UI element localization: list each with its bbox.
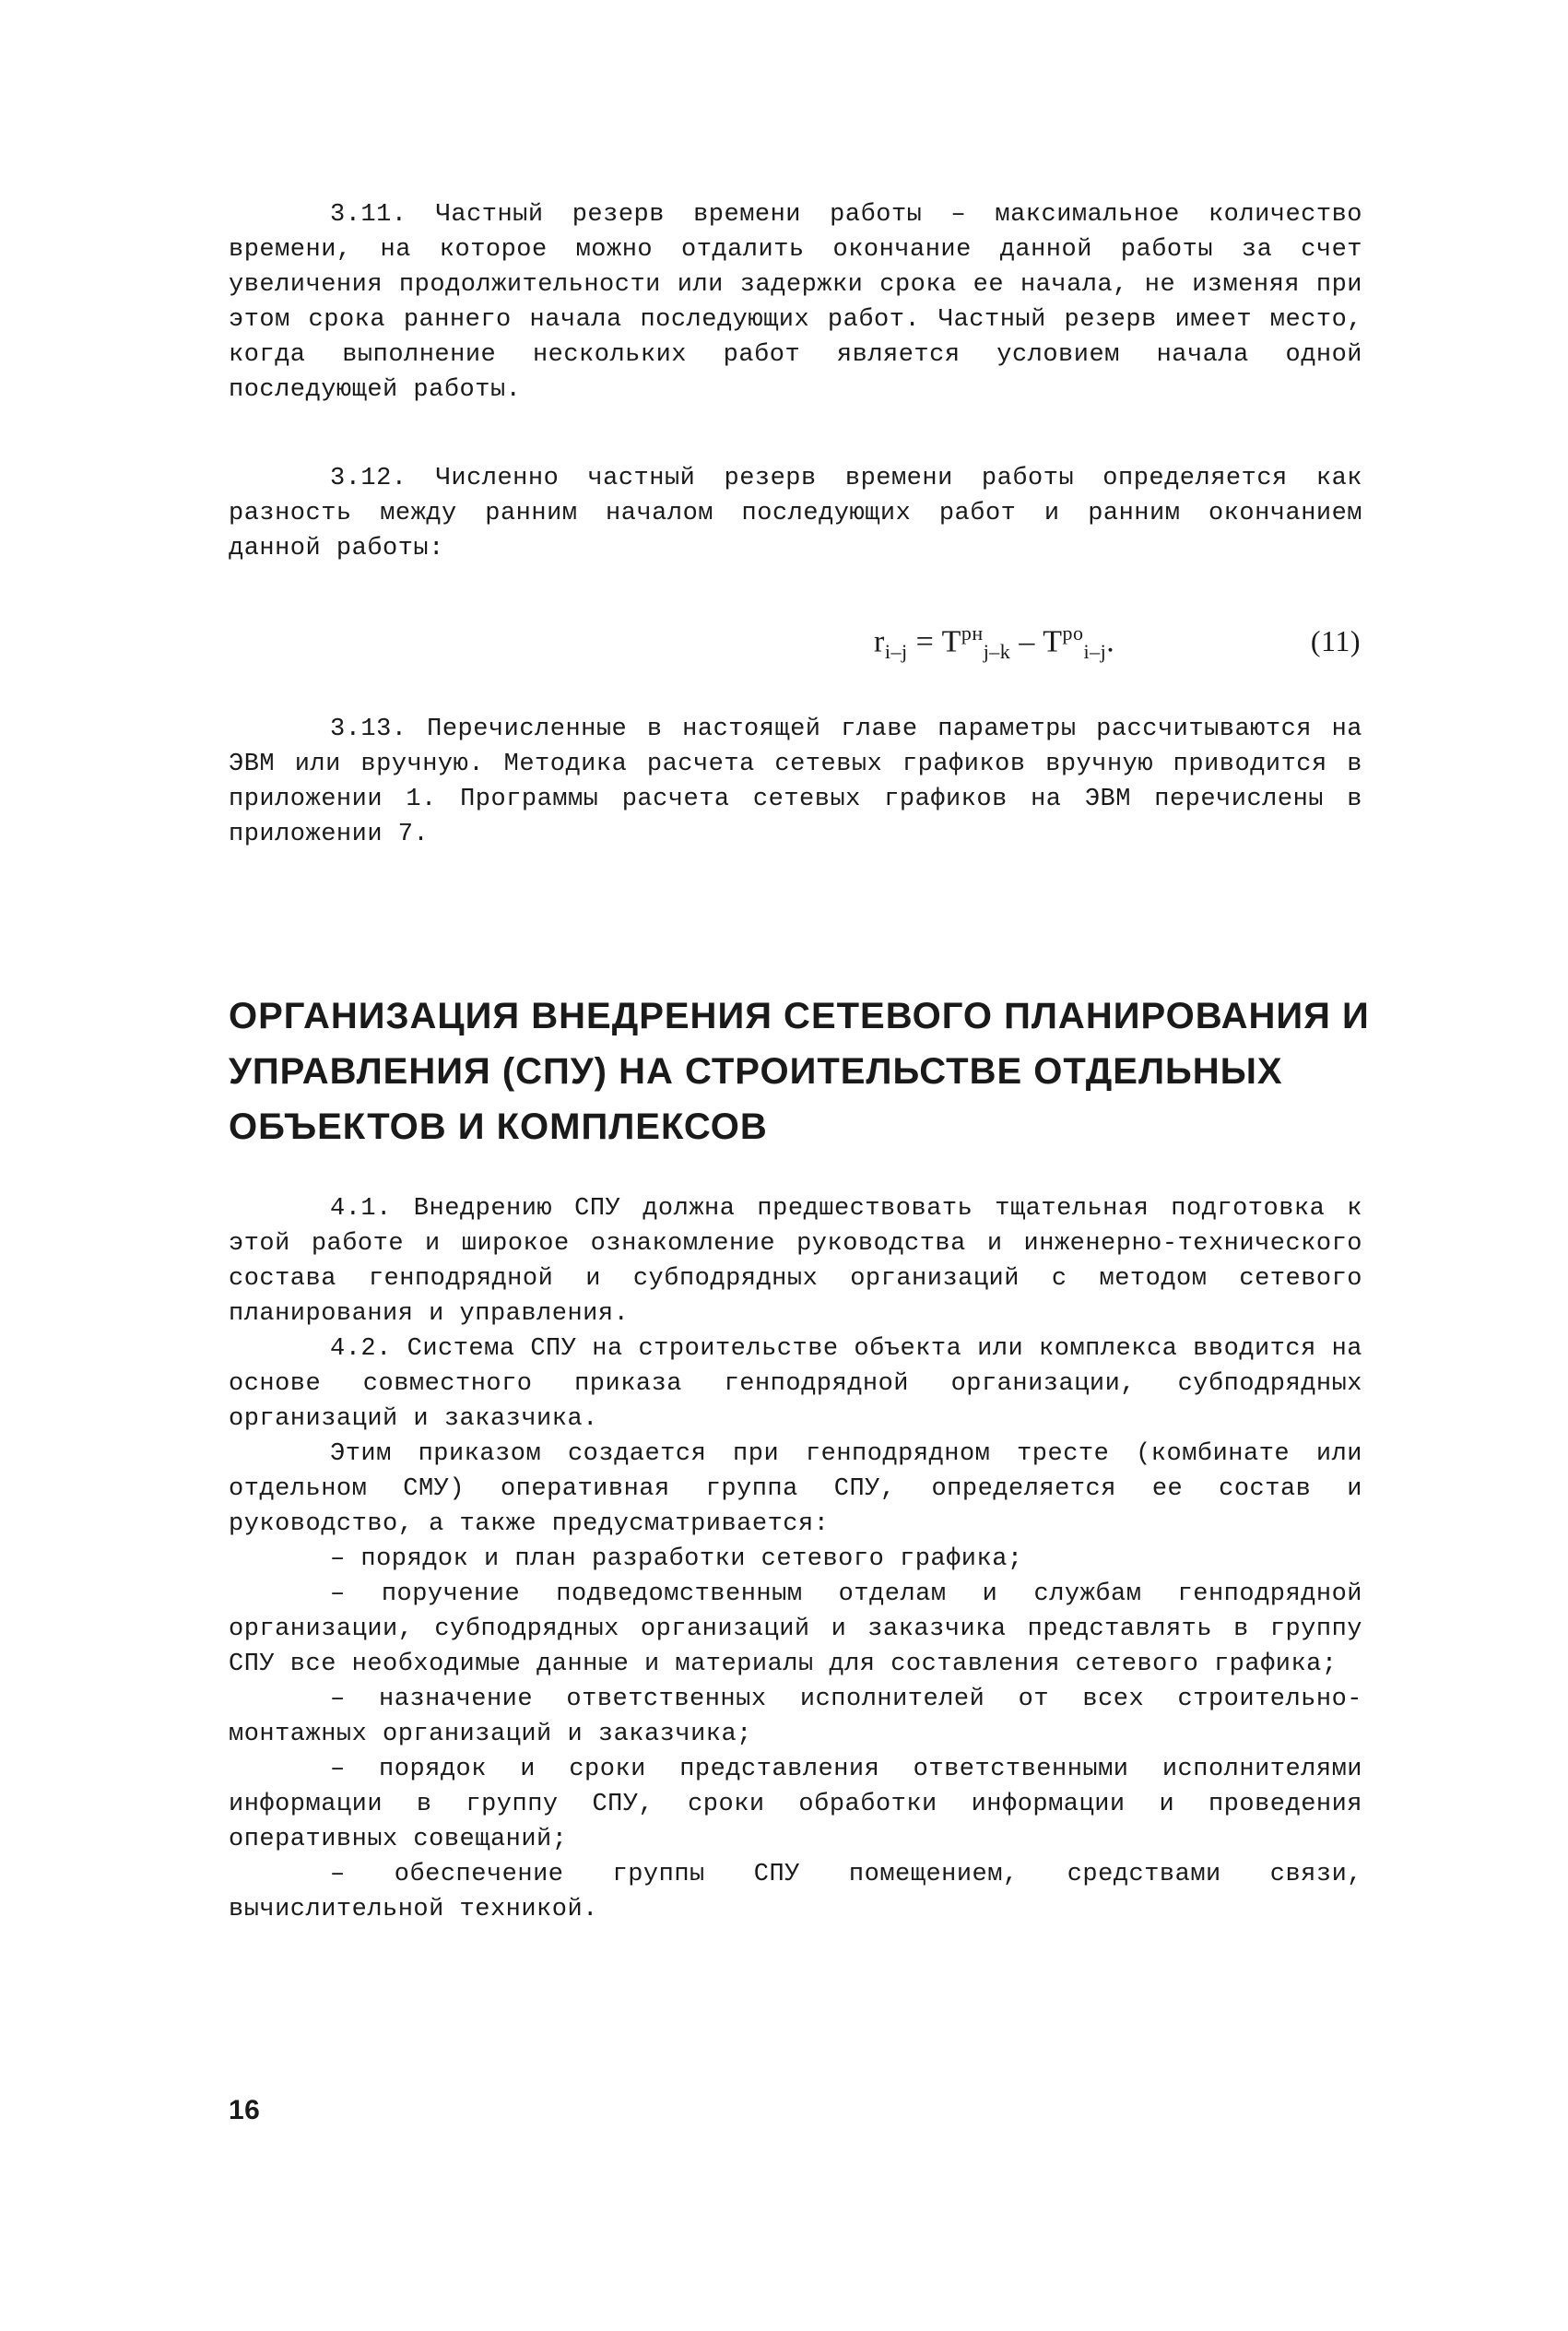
paragraph-4-2-order: Этим приказом создается при генподрядном тресте (комбинате или отдельном СМУ) оперативная группа СПУ, определяется ее состав и руководство, а также предусматривается: — [229, 1440, 1362, 1538]
paragraph-4-2: 4.2. Система СПУ на строительстве объекта или комплекса вводится на основе совместного приказа генподрядной организации, субподрядных организаций и заказчика. — [229, 1335, 1362, 1433]
section-heading: ОРГАНИЗАЦИЯ ВНЕДРЕНИЯ СЕТЕВОГО ПЛАНИРОВАНИЯ И УПРАВЛЕНИЯ (СПУ) НА СТРОИТЕЛЬСТВЕ ОТДЕЛЬНЫХ ОБЪЕКТОВ И КОМПЛЕКСОВ — [229, 996, 1370, 1147]
list-item: – порядок и сроки представления ответственными исполнителями информации в группу СПУ, сроки обработки информации и проведения оперативных совещаний; — [229, 1756, 1362, 1853]
formula-11 — [229, 609, 1362, 682]
list-item: – порядок и план разработки сетевого графика; — [330, 1545, 1023, 1573]
list-item: – поручение подведомственным отделам и службам генподрядной организации, субподрядных организаций и заказчика представлять в группу СПУ все необходимые данные и материалы для составления сетевого графика; — [229, 1580, 1362, 1678]
list-item: – назначение ответственных исполнителей от всех строительно-монтажных организаций и заказчика; — [229, 1686, 1362, 1748]
formula-number: (11) — [1310, 624, 1361, 657]
paragraph-4-1: 4.1. Внедрению СПУ должна предшествовать тщательная подготовка к этой работе и широкое ознакомление руководства и инженерно-технического состава генподрядной и субподрядных организаций с методом сетевого планирования и управления. — [229, 1195, 1362, 1328]
paragraph-3-13: 3.13. Перечисленные в настоящей главе параметры рассчитываются на ЭВМ или вручную. Методика расчета сетевых графиков вручную приводится в приложении 1. Программы расчета сетевых графиков на ЭВМ перечислены в приложении 7. — [229, 716, 1362, 848]
paragraph-3-11-block — [229, 197, 1362, 408]
paragraph-3-11: 3.11. Частный резерв времени работы – максимальное количество времени, на которое можно отдалить окончание данной работы за счет увеличения продолжительности или задержки срока ее начала, не изменяя при этом срока раннего начала последующих работ. Частный резерв имеет место, когда выполнение нескольких работ является условием начала одной последующей работы. — [229, 201, 1362, 404]
paragraph-3-12-block — [229, 461, 1362, 566]
paragraph-3-12: 3.12. Численно частный резерв времени работы определяется как разность между ранним началом последующих работ и ранним окончанием данной работы: — [229, 465, 1362, 562]
formula-expression: $r_{i-j} = T^{рн}_{j-k} - T^{ро}_{i-j}$. — [874, 621, 1115, 664]
section-4-body — [229, 1191, 1362, 1927]
list-item: – обеспечение группы СПУ помещением, средствами связи, вычислительной техникой. — [229, 1861, 1362, 1923]
paragraph-3-13-block — [229, 712, 1362, 852]
page-number: 16 — [229, 2095, 261, 2125]
